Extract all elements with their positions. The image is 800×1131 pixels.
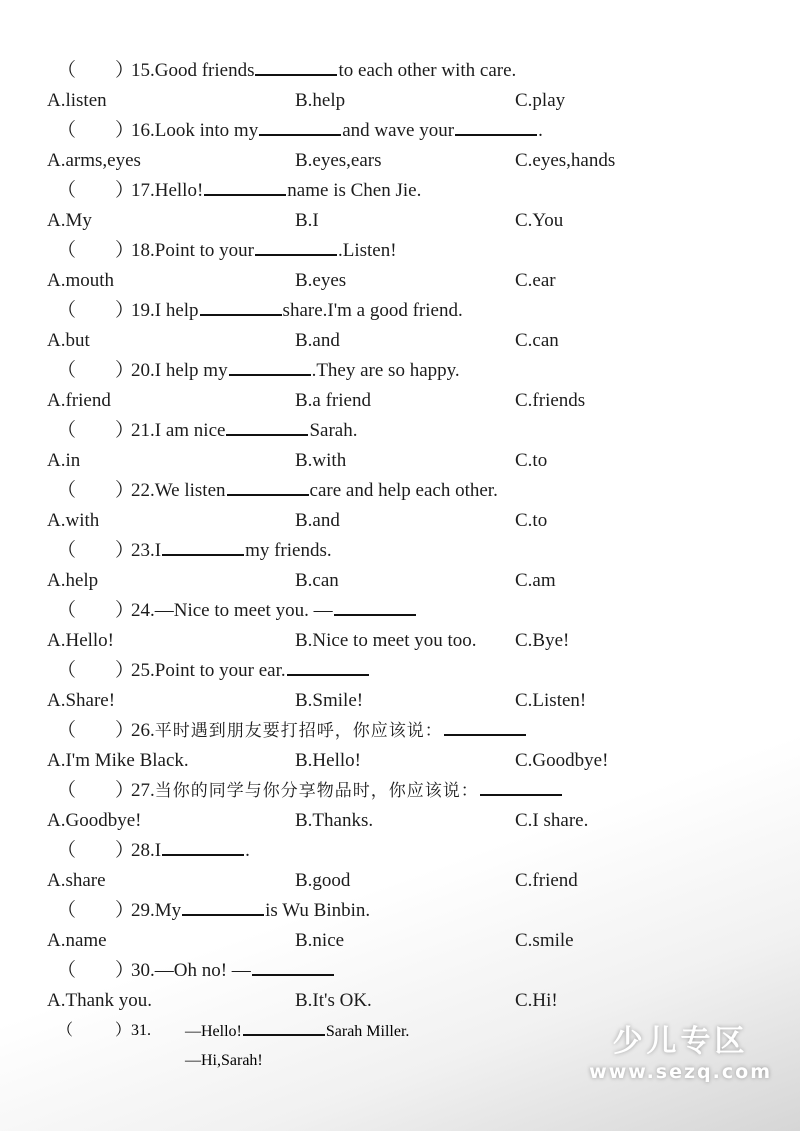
question-segment: Good friends [154, 60, 255, 81]
question-text [131, 356, 460, 386]
options-row [47, 446, 767, 476]
option-b[interactable]: B.a friend [295, 390, 371, 411]
option-a[interactable]: A.mouth [47, 270, 115, 291]
option-c[interactable]: C.Hi! [515, 990, 558, 1011]
option-c[interactable]: C.to [515, 510, 548, 531]
answer-paren[interactable]: （ ） [57, 780, 135, 801]
option-a[interactable]: A.help [47, 570, 99, 591]
question-segment: is Wu Binbin. [265, 900, 371, 921]
answer-paren[interactable]: （ ） [57, 960, 135, 981]
question-segment: care and help each other. [309, 480, 498, 501]
question-number: 23. [131, 540, 155, 561]
question-segment: Point to your ear. [154, 660, 286, 681]
option-b[interactable]: B.Smile! [295, 690, 364, 711]
question-segment: I [154, 540, 162, 561]
option-c[interactable]: C.ear [515, 270, 556, 291]
question-segment: My [154, 900, 182, 921]
option-c[interactable]: C.to [515, 450, 548, 471]
question-row [47, 476, 767, 506]
question-row [47, 596, 767, 626]
question-row [47, 416, 767, 446]
question-row [47, 956, 767, 986]
question-segment: I am nice [154, 420, 226, 441]
question-segment: Hello! [154, 180, 204, 201]
question-number: 17. [131, 180, 155, 201]
answer-paren[interactable]: （ ） [57, 180, 135, 201]
answer-paren[interactable]: （ ） [57, 600, 135, 621]
answer-blank[interactable] [334, 596, 416, 616]
options-row [47, 386, 767, 416]
question-row [47, 896, 767, 926]
watermark-url: www.sezq.com [589, 1061, 772, 1083]
question-number: 15. [131, 60, 155, 81]
option-b[interactable]: B.and [295, 510, 340, 531]
question-segment: . [538, 120, 543, 141]
question-segment: 平时遇到朋友要打招呼，你应该说： [154, 721, 443, 741]
question-number: 19. [131, 300, 155, 321]
option-a[interactable]: A.friend [47, 390, 111, 411]
option-a[interactable]: A.listen [47, 90, 107, 111]
option-b[interactable]: B.good [295, 870, 351, 891]
question-text [131, 536, 332, 566]
option-a[interactable]: A.I'm Mike Black. [47, 750, 189, 771]
question-text [131, 836, 250, 866]
answer-blank[interactable] [229, 356, 311, 376]
option-b[interactable]: B.eyes,ears [295, 150, 382, 171]
question-number: 27. [131, 780, 155, 801]
question-segment: Point to your [154, 240, 254, 261]
question-text [131, 416, 357, 446]
answer-blank[interactable] [204, 176, 286, 196]
question-number: 31. [131, 1022, 151, 1039]
question-text: —Hello! Sarah Miller. [185, 1016, 409, 1047]
option-c[interactable]: C.You [515, 210, 564, 231]
question-text [131, 296, 463, 326]
options-row [47, 926, 767, 956]
answer-paren[interactable]: （ ） [57, 480, 135, 501]
option-b[interactable]: B.Thanks. [295, 810, 374, 831]
options-row [47, 506, 767, 536]
answer-paren[interactable]: （ ） [57, 120, 135, 141]
answer-paren[interactable]: （ ） [57, 540, 135, 561]
question-row [47, 776, 767, 806]
question-number: 18. [131, 240, 155, 261]
question-segment: share.I'm a good friend. [282, 300, 463, 321]
question-segment: I help [154, 300, 199, 321]
question-text [131, 776, 563, 806]
question-segment: Sarah. [309, 420, 358, 441]
question-number: 21. [131, 420, 155, 441]
question-segment: and wave your [342, 120, 455, 141]
option-c[interactable]: C.Listen! [515, 690, 587, 711]
option-b[interactable]: B.can [295, 570, 339, 591]
question-row [47, 356, 767, 386]
question-segment: .They are so happy. [311, 360, 460, 381]
option-b[interactable]: B.It's OK. [295, 990, 372, 1011]
option-a[interactable]: A.in [47, 450, 81, 471]
question-segment: my friends. [245, 540, 332, 561]
option-a[interactable]: A.Share! [47, 690, 116, 711]
option-b[interactable]: B.with [295, 450, 347, 471]
option-b[interactable]: B.help [295, 90, 346, 111]
option-c[interactable]: C.am [515, 570, 556, 591]
question-number: 20. [131, 360, 155, 381]
answer-blank[interactable] [200, 296, 282, 316]
option-c[interactable]: C.I share. [515, 810, 589, 831]
answer-paren[interactable]: （ ） [57, 240, 135, 261]
options-row [47, 86, 767, 116]
question-segment: We listen [154, 480, 226, 501]
question-number: 16. [131, 120, 155, 141]
question-number: 28. [131, 840, 155, 861]
question-segment: I [154, 840, 162, 861]
question-row [47, 716, 767, 746]
question-row [47, 836, 767, 866]
question-segment: name is Chen Jie. [287, 180, 422, 201]
answer-blank[interactable] [252, 956, 334, 976]
question-row [47, 656, 767, 686]
option-a[interactable]: A.My [47, 210, 92, 231]
option-a[interactable]: A.but [47, 330, 90, 351]
question-list [47, 56, 767, 1016]
options-row [47, 266, 767, 296]
option-c[interactable]: C.friend [515, 870, 578, 891]
question-segment: .Listen! [337, 240, 397, 261]
answer-paren[interactable]: （ ） [57, 840, 135, 861]
option-c[interactable]: C.can [515, 330, 559, 351]
question-number: 25. [131, 660, 155, 681]
option-b[interactable]: B.eyes [295, 270, 347, 291]
answer-paren[interactable]: （ ） [57, 1022, 132, 1039]
question-text [131, 896, 370, 926]
option-c[interactable]: C.friends [515, 390, 586, 411]
option-c[interactable]: C.eyes,hands [515, 150, 616, 171]
option-b[interactable]: B.I [295, 210, 319, 231]
question-segment: to each other with care. [338, 60, 517, 81]
answer-blank[interactable] [444, 716, 526, 736]
answer-paren[interactable]: （ ） [57, 720, 135, 741]
option-b[interactable]: B.Hello! [295, 750, 361, 771]
options-row [47, 146, 767, 176]
option-c[interactable]: C.Goodbye! [515, 750, 609, 771]
answer-blank[interactable] [162, 536, 244, 556]
answer-paren[interactable]: （ ） [57, 420, 135, 441]
option-a[interactable]: A.Hello! [47, 630, 115, 651]
option-a[interactable]: A.share [47, 870, 106, 891]
answer-blank[interactable] [226, 416, 308, 436]
question-row [47, 56, 767, 86]
question-segment: . [245, 840, 250, 861]
options-row [47, 326, 767, 356]
option-b[interactable]: B.Nice to meet you too. [295, 630, 477, 651]
question-text [131, 656, 370, 686]
answer-blank[interactable] [259, 116, 341, 136]
answer-paren[interactable]: （ ） [57, 660, 135, 681]
question-row [47, 536, 767, 566]
answer-blank[interactable] [455, 116, 537, 136]
question-segment: —Oh no! — [154, 960, 251, 981]
options-row [47, 206, 767, 236]
answer-blank[interactable] [255, 236, 337, 256]
question-text [131, 56, 516, 86]
question-row [47, 236, 767, 266]
options-row [47, 746, 767, 776]
question-segment: I help my [154, 360, 228, 381]
question-number: 29. [131, 900, 155, 921]
answer-blank[interactable] [182, 896, 264, 916]
answer-blank[interactable] [162, 836, 244, 856]
watermark-logo: 少儿专区 [612, 1024, 749, 1059]
question-number: 30. [131, 960, 155, 981]
answer-blank[interactable] [227, 476, 309, 496]
option-a[interactable]: A.Goodbye! [47, 810, 142, 831]
answer-paren[interactable]: （ ） [57, 900, 135, 921]
question-segment: Look into my [154, 120, 259, 141]
options-row [47, 626, 767, 656]
answer-blank[interactable] [243, 1016, 325, 1036]
question-text [131, 716, 527, 746]
option-c[interactable]: C.smile [515, 930, 574, 951]
options-row [47, 866, 767, 896]
question-row [47, 296, 767, 326]
answer-paren[interactable]: （ ） [57, 360, 135, 381]
question-text [131, 956, 335, 986]
option-b[interactable]: B.and [295, 330, 340, 351]
site-watermark [589, 1025, 772, 1085]
question-row [47, 176, 767, 206]
question-text [131, 476, 498, 506]
options-row [47, 566, 767, 596]
question-number: 24. [131, 600, 155, 621]
option-a[interactable]: A.name [47, 930, 107, 951]
option-a[interactable]: A.with [47, 510, 100, 531]
question-segment: 当你的同学与你分享物品时，你应该说： [154, 781, 479, 801]
question-number: 22. [131, 480, 155, 501]
options-row [47, 986, 767, 1016]
option-a[interactable]: A.Thank you. [47, 990, 153, 1011]
options-row [47, 686, 767, 716]
options-row [47, 806, 767, 836]
reply-text: —Hi,Sarah! [185, 1052, 263, 1069]
option-c[interactable]: C.Bye! [515, 630, 570, 651]
question-text [131, 116, 543, 146]
question-segment: —Nice to meet you. — [154, 600, 333, 621]
option-c[interactable]: C.play [515, 90, 566, 111]
question-text [131, 596, 417, 626]
answer-paren[interactable]: （ ） [57, 300, 135, 321]
answer-blank[interactable] [255, 56, 337, 76]
question-text [131, 176, 421, 206]
option-a[interactable]: A.arms,eyes [47, 150, 141, 171]
answer-paren[interactable]: （ ） [57, 60, 135, 81]
option-b[interactable]: B.nice [295, 930, 345, 951]
question-row [47, 116, 767, 146]
question-number: 26. [131, 720, 155, 741]
answer-blank[interactable] [287, 656, 369, 676]
answer-blank[interactable] [480, 776, 562, 796]
question-text [131, 236, 397, 266]
